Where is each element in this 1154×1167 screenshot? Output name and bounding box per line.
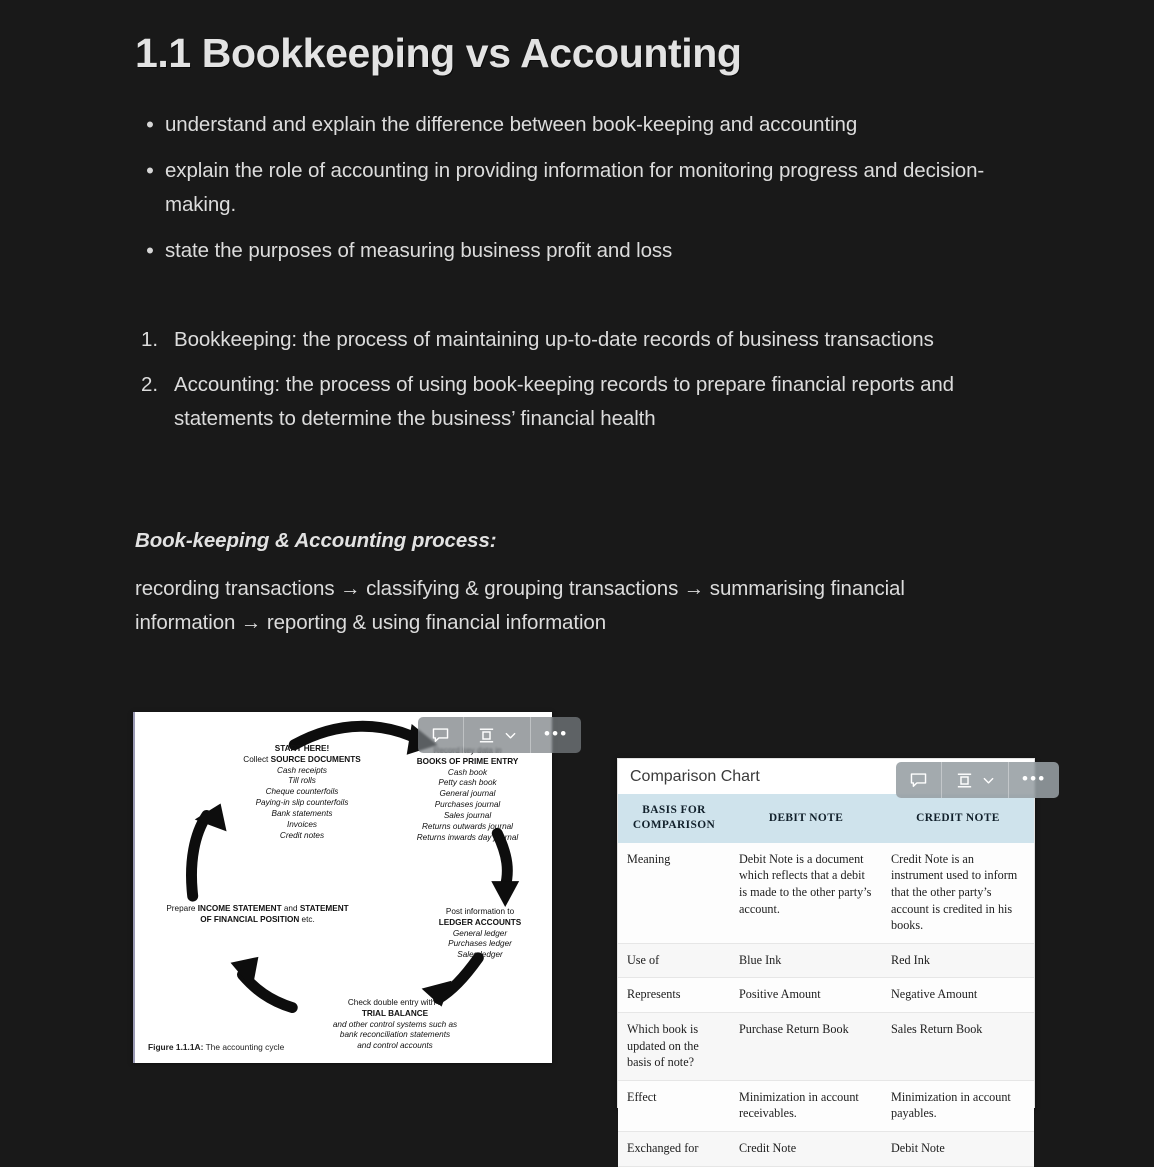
cell-credit: Red Ink [882, 943, 1034, 978]
bullet-dot-icon: • [146, 158, 154, 184]
column-header-credit-note: CREDIT NOTE [882, 794, 1034, 843]
figure-caption [148, 1042, 388, 1053]
image-layout-icon[interactable] [473, 717, 500, 753]
toolbar-group-more [530, 717, 581, 753]
page-title: 1.1 Bookkeeping vs Accounting [135, 30, 742, 76]
table-row [618, 943, 1034, 978]
more-options-label: ••• [544, 723, 569, 743]
comparison-chart-title: Comparison Chart [618, 759, 1034, 794]
cycle-books-item: Returns outwards journal [421, 821, 514, 831]
toolbar-group-layout [463, 717, 530, 753]
objective-text: explain the role of accounting in providing information for monitoring progress and decision-making. [165, 159, 985, 217]
cell-basis: Use of [618, 943, 730, 978]
cycle-start-item: Credit notes [279, 830, 325, 840]
cycle-start-line1: START HERE! [274, 744, 330, 753]
cycle-ledger-item: Sales ledger [457, 950, 503, 960]
cell-basis: Effect [618, 1080, 730, 1131]
toolbar-group-comment [896, 762, 941, 798]
cell-credit: Minimization in account payables. [882, 1080, 1034, 1131]
cycle-trial-item: and control accounts [357, 1041, 433, 1051]
bullet-dot-icon: • [146, 112, 154, 137]
column-header-basis: BASIS FOR COMPARISON [618, 794, 730, 843]
cycle-node-books-of-prime-entry [380, 746, 555, 843]
list-item [135, 154, 1035, 222]
comparison-table [618, 794, 1034, 1167]
cycle-books-item: Purchases journal [434, 800, 501, 810]
figure-caption-text: The accounting cycle [203, 1042, 285, 1052]
cycle-trial-line2: TRIAL BALANCE [361, 1008, 429, 1018]
cell-debit: Positive Amount [730, 978, 882, 1013]
cell-credit: Sales Return Book [882, 1012, 1034, 1080]
cell-basis: Exchanged for [618, 1131, 730, 1166]
cycle-books-item: Cash book [447, 767, 488, 777]
table-row [618, 1131, 1034, 1166]
more-options-icon[interactable] [1018, 762, 1050, 798]
more-options-label: ••• [1022, 768, 1047, 788]
cell-credit: Debit Note [882, 1131, 1034, 1166]
more-options-icon[interactable] [540, 717, 572, 753]
list-item [135, 234, 1035, 268]
chevron-down-icon[interactable] [500, 717, 521, 753]
cycle-trial-item: bank reconciliation statements [339, 1030, 451, 1040]
cycle-ledger-item: Purchases ledger [448, 939, 512, 949]
definition-text: Bookkeeping: the process of maintaining up-to-date records of business transactions [174, 328, 934, 351]
definitions-list [135, 323, 1035, 447]
cycle-books-item: Petty cash book [438, 778, 497, 788]
objective-text: state the purposes of measuring business profit and loss [165, 239, 673, 263]
cycle-start-item: Invoices [286, 819, 318, 829]
table-body [618, 843, 1034, 1166]
cycle-node-income-statement [165, 904, 350, 926]
cycle-start-line2-bold: SOURCE DOCUMENTS [270, 754, 361, 764]
list-marker: 1. [141, 328, 159, 351]
list-item [135, 108, 1035, 142]
cycle-ledger-item: General ledger [452, 928, 508, 938]
cycle-ledger-line1: Post information to [445, 907, 515, 916]
definition-text: Accounting: the process of using book-keeping records to prepare financial reports and statements to determine the business’ financial health [174, 373, 954, 431]
table-header-row [618, 794, 1034, 843]
cycle-start-item: Cheque counterfoils [265, 787, 339, 797]
cycle-books-line2: BOOKS OF PRIME ENTRY [416, 756, 519, 766]
cell-debit: Debit Note is a document which reflects that a debit is made to the other party’s account. [730, 843, 882, 943]
toolbar-group-comment [418, 717, 463, 753]
cycle-income-middle: and [281, 904, 300, 913]
cycle-start-item: Paying-in slip counterfoils [255, 798, 349, 808]
image-hover-toolbar[interactable] [896, 762, 1059, 798]
process-heading: Book-keeping & Accounting process: [135, 529, 497, 552]
cycle-books-item: Returns inwards day journal [416, 832, 519, 842]
table-row [618, 978, 1034, 1013]
cell-basis: Meaning [618, 843, 730, 943]
column-header-debit-note: DEBIT NOTE [730, 794, 882, 843]
process-flow-text: recording transactions → classifying & grouping transactions → summarising financial information → reporting & using financial information [135, 577, 905, 635]
cycle-start-item: Bank statements [271, 808, 333, 818]
cell-debit: Minimization in account receivables. [730, 1080, 882, 1131]
cell-debit: Purchase Return Book [730, 1012, 882, 1080]
list-item [135, 323, 1035, 357]
list-item [135, 368, 1035, 436]
objective-text: understand and explain the difference between book-keeping and accounting [165, 113, 858, 136]
accounting-cycle-figure[interactable] [133, 712, 569, 1063]
cycle-ledger-line2: LEDGER ACCOUNTS [438, 917, 522, 927]
cycle-start-item: Cash receipts [276, 765, 328, 775]
cycle-books-item: Sales journal [443, 810, 492, 820]
image-hover-toolbar[interactable] [418, 717, 581, 753]
toolbar-group-layout [941, 762, 1008, 798]
table-row [618, 1012, 1034, 1080]
figure-caption-label: Figure 1.1.1A: [148, 1042, 204, 1052]
toolbar-group-more [1008, 762, 1059, 798]
image-layout-icon[interactable] [951, 762, 978, 798]
cycle-start-line2-prefix: Collect [243, 754, 271, 764]
comparison-chart-figure[interactable] [617, 758, 1047, 1155]
cell-basis: Which book is updated on the basis of note? [618, 1012, 730, 1080]
chevron-down-icon[interactable] [978, 762, 999, 798]
cell-credit: Credit Note is an instrument used to inform that the other party’s account is credited in his books. [882, 843, 1034, 943]
comment-bubble-icon[interactable] [905, 762, 932, 798]
cycle-node-ledger-accounts [405, 907, 555, 961]
cell-credit: Negative Amount [882, 978, 1034, 1013]
table-head [618, 794, 1034, 843]
cell-debit: Blue Ink [730, 943, 882, 978]
bullet-dot-icon: • [146, 238, 154, 264]
cycle-trial-item: and other control systems such as [332, 1019, 458, 1029]
cell-debit: Credit Note [730, 1131, 882, 1166]
cycle-books-item: General journal [439, 789, 496, 799]
cycle-income-prefix: Prepare [166, 904, 198, 913]
cycle-income-bold2: STATEMENT OF FINANCIAL POSITION [200, 904, 349, 924]
table-row [618, 843, 1034, 943]
cell-basis: Represents [618, 978, 730, 1013]
cycle-trial-line1: Check double entry with a [347, 998, 443, 1007]
list-marker: 2. [141, 373, 159, 397]
comment-bubble-icon[interactable] [427, 717, 454, 753]
cycle-income-bold1: INCOME STATEMENT [197, 904, 282, 913]
learning-objectives-list [135, 108, 1035, 280]
cycle-income-suffix: etc. [299, 914, 315, 924]
cycle-start-item: Till rolls [288, 776, 316, 786]
table-row [618, 1080, 1034, 1131]
